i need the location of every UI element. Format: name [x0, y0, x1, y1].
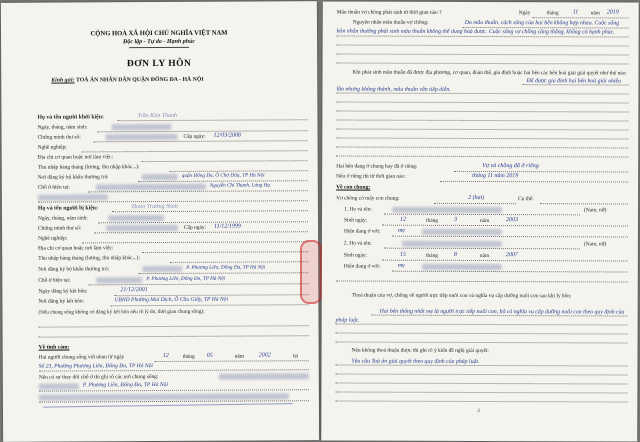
- child2-residing-label: Hiện đang ở với:: [343, 263, 381, 270]
- child2-dob-month: 8: [453, 251, 457, 258]
- conflict-year: 2019: [606, 9, 619, 16]
- defendant-job-label: Nghề nghiệp:: [38, 235, 68, 242]
- no-agreement-text: Yêu cầu Toà án giải quyết theo quy định của pháp luật.: [351, 358, 480, 365]
- children-section: [336, 184, 370, 190]
- child2-dob-year: 2007: [505, 252, 518, 259]
- conflict-since-label: Mâu thuẫn vợ chồng phát sinh từ thời gian nào ?: [336, 9, 442, 16]
- motto-underline: [129, 47, 189, 48]
- plaintiff-issue-value: 12/03/2008: [213, 132, 241, 139]
- plaintiff-dob-redacted: [111, 124, 171, 130]
- defendant-dob-redacted: [108, 215, 164, 221]
- marriage-date-label: Ngày đăng ký kết hôn:: [38, 288, 88, 295]
- child2-name-label: 2. Họ và tên:: [343, 240, 372, 247]
- conflict-day-label: Ngày: [518, 10, 531, 17]
- cause-text: Do mâu thuẫn, cách sống của hai bên không hợp nhau. Cuộc sống hôn nhân thường phát sinh mâu thuẫn không thể dung hoà được. Cuộc sống vợ chồng căng thẳng, không có hạnh phúc.: [336, 19, 620, 36]
- defendant-issue-value: 11/12/1999: [214, 223, 241, 230]
- cohab-year-label: năm: [234, 353, 245, 360]
- defendant-reg-label: Nơi đăng ký hộ khẩu thường trú:: [38, 266, 110, 273]
- feelings-section-label: Về tình cảm:: [38, 344, 70, 351]
- child2-dob-day: 15: [399, 251, 406, 258]
- children-count-value: 2 (hai): [468, 194, 485, 202]
- separate-value: Vợ và chồng đã ở riêng: [482, 163, 539, 170]
- plaintiff-dob-label: Ngày, tháng, năm sinh:: [37, 124, 88, 131]
- defendant-dob-label: Ngày, tháng, năm sinh:: [37, 215, 88, 222]
- reconcile-label: Khi phát sinh mâu thuẫn đã được địa phương, cơ quan, đoàn thể, gia đình hoặc hai bên các bên hoà giải giải quyết như thế nào:: [352, 69, 627, 77]
- conflict-month-word: tháng: [546, 10, 559, 17]
- defendant-income-label: Thu nhập hàng tháng (lương, thu nhập khác...):: [38, 255, 140, 262]
- conflict-month: 11: [572, 9, 579, 16]
- cause-label: Nguyên nhân mâu thuẫn vợ chồng:: [352, 19, 429, 26]
- defendant-name-value: Đoàn Trường Ninh: [131, 203, 178, 211]
- plaintiff-name-value: Trần Kim Thanh: [137, 112, 178, 120]
- marriage-place-label: Nơi đăng ký kết hôn:: [38, 298, 85, 305]
- child2-gender-label: (Nam, nữ): [583, 241, 607, 248]
- child2-residing-redacted: [422, 264, 502, 270]
- reconcile-text: Đã được gia đình hai bên hoà giải nhiều lần nhưng không thành, mâu thuẫn vẫn tiếp diễn.: [336, 78, 622, 93]
- cohab-month-label: tháng: [182, 353, 195, 360]
- defendant-issue-label: Cấp ngày:: [184, 224, 207, 231]
- no-agreement-label: Nếu không thoả thuận được thì ghi rõ ý kiến đề nghị giải quyết:: [351, 347, 489, 355]
- marriage-note: (Nếu chung sống không có đăng ký kết hôn nêu rõ lý do, thời gian chung sống):: [38, 308, 205, 316]
- separate-label: Hai bên đang ở chung hay đã ở riêng:: [336, 163, 418, 170]
- plaintiff-reg-label: Nơi đăng ký hộ khẩu thường trú:: [37, 174, 109, 181]
- defendant-id-redacted: [106, 225, 178, 231]
- cohab-year: 2002: [258, 352, 271, 359]
- child1-gender-label: (Nam, nữ): [584, 207, 607, 214]
- child1-residing-redacted: [422, 229, 502, 235]
- child2-residing-value: mẹ: [397, 262, 405, 269]
- defendant-current-redacted: [96, 277, 142, 283]
- recipient-line: [51, 77, 203, 85]
- child2-name-redacted: [402, 241, 502, 247]
- child1-dob-year: 2003: [505, 217, 519, 224]
- plaintiff-reg-redacted: [142, 174, 178, 180]
- plaintiff-extra-redacted: [38, 194, 108, 200]
- child1-name-label: 1. Họ và tên:: [344, 206, 372, 213]
- recipient-court: TOÀ ÁN NHÂN DÂN QUẬN ĐỐNG ĐA - HÀ NỘI: [75, 76, 204, 84]
- change-redacted-1: [219, 373, 309, 379]
- page-one: [1, 1, 319, 442]
- cohab-label: Hai người chung sống với nhau từ ngày: [38, 354, 125, 361]
- handwriting-stroke: [43, 403, 293, 407]
- child2-dob-label: Sinh ngày:: [343, 252, 368, 259]
- country-heading: CỘNG HOÀ XÃ HỘI CHỦ NGHĨA VIỆT NAM: [90, 29, 228, 38]
- plaintiff-income-label: Thu nhập hàng tháng (lương, thu nhập khác...):: [37, 164, 140, 171]
- feelings-section: [39, 344, 70, 350]
- change-redacted-2: [39, 383, 79, 389]
- child1-dob-day: 12: [399, 216, 407, 223]
- plaintiff-current-redacted: [96, 184, 206, 191]
- cohab-day: 12: [162, 352, 169, 359]
- separate-since-value: tháng 11 năm 2019: [472, 172, 519, 180]
- cohab-place: Số 23, Phường Phương Liên, Đống Đa, TP Hà Nội: [38, 363, 153, 370]
- children-detail-label: Cụ thể:: [518, 196, 534, 203]
- plaintiff-id-label: Chứng minh thư số:: [37, 134, 81, 141]
- cohab-place-label: tại: [292, 353, 299, 360]
- plaintiff-name-label: Họ và tên người khởi kiện:: [37, 114, 104, 121]
- conflict-year-label: năm: [590, 10, 601, 17]
- plaintiff-address-label: Địa chỉ cơ quan hoặc nơi làm việc:: [37, 154, 113, 161]
- change-residence-label: Nếu có sự thay đổi chỗ ở thì ghi rõ các nơi chung sống:: [38, 374, 159, 381]
- binding-seal: [300, 240, 322, 304]
- child2-year-label: năm: [479, 252, 490, 260]
- agreement-text: Hai bên thống nhất mẹ là người trực tiếp nuôi con, bố có nghĩa vụ cấp dưỡng nuôi con theo quy định của pháp luật.: [335, 308, 625, 324]
- marriage-date-value: 21/12/2001: [120, 287, 148, 294]
- motto: Độc lập - Tự do - Hạnh phúc: [122, 38, 196, 46]
- page-number: 2: [477, 408, 480, 415]
- child1-residing-label: Hiện đang ở với:: [343, 228, 381, 235]
- defendant-reg-redacted: [142, 266, 182, 272]
- child1-residing-value: mẹ: [397, 227, 405, 234]
- plaintiff-id-redacted: [106, 134, 178, 140]
- child1-name-redacted: [392, 207, 502, 213]
- change-extra-line: P. Phương Liên, Đống Đa, TP Hà Nội: [82, 381, 168, 389]
- plaintiff-job-label: Nghề nghiệp:: [37, 144, 67, 151]
- plaintiff-current-label: Chỗ ở hiện tại:: [37, 184, 70, 191]
- marriage-place-value: UBND Phường Mai Dịch, Ô Cầu Giấy, TP Hà Nội: [114, 296, 229, 304]
- child2-month-label: tháng: [425, 252, 438, 259]
- child1-dob-label: Sinh ngày:: [343, 217, 368, 224]
- defendant-reg-value: P. Phương Liên, Đống Đa, TP Hà Nội: [186, 264, 266, 271]
- child1-dob-month: 3: [453, 216, 458, 223]
- defendant-name-label: Họ và tên người bị kiện:: [37, 205, 98, 212]
- defendant-id-label: Chứng minh thư số:: [38, 225, 82, 232]
- page-two: [321, 1, 639, 441]
- defendant-current-label: Chỗ ở hiện tại:: [38, 277, 71, 284]
- separate-since-label: Nếu ở riêng thì từ thời gian nào:: [336, 173, 406, 180]
- agreement-intro: Thoả thuận của vợ, chồng về người trực tiếp nuôi con và nghĩa vụ cấp dưỡng nuôi con sau khi ly hôn:: [351, 292, 572, 300]
- child1-year-label: năm: [479, 218, 490, 225]
- child1-month-label: tháng: [425, 217, 438, 224]
- recipient-label: Kính gửi:: [51, 77, 75, 84]
- defendant-address-label: Địa chỉ cơ quan hoặc nơi làm việc:: [38, 245, 114, 252]
- plaintiff-reg-value: quận Đống Đa, Ô Chợ Dừa, TP Hà Nội: [181, 172, 265, 179]
- children-section-label: Về con chung:: [336, 184, 371, 191]
- cohab-month: 05: [206, 352, 213, 359]
- plaintiff-current-value: Nguyễn Chí Thanh, Láng Hạ: [209, 182, 270, 189]
- document-title: ĐƠN LY HÔN: [126, 58, 192, 70]
- defendant-current-value: P. Phương Liên, Đống Đa, TP Hà Nội: [146, 275, 226, 283]
- children-count-label: Vợ chồng có mấy con chung:: [336, 195, 400, 202]
- plaintiff-issue-label: Cấp ngày:: [183, 133, 206, 140]
